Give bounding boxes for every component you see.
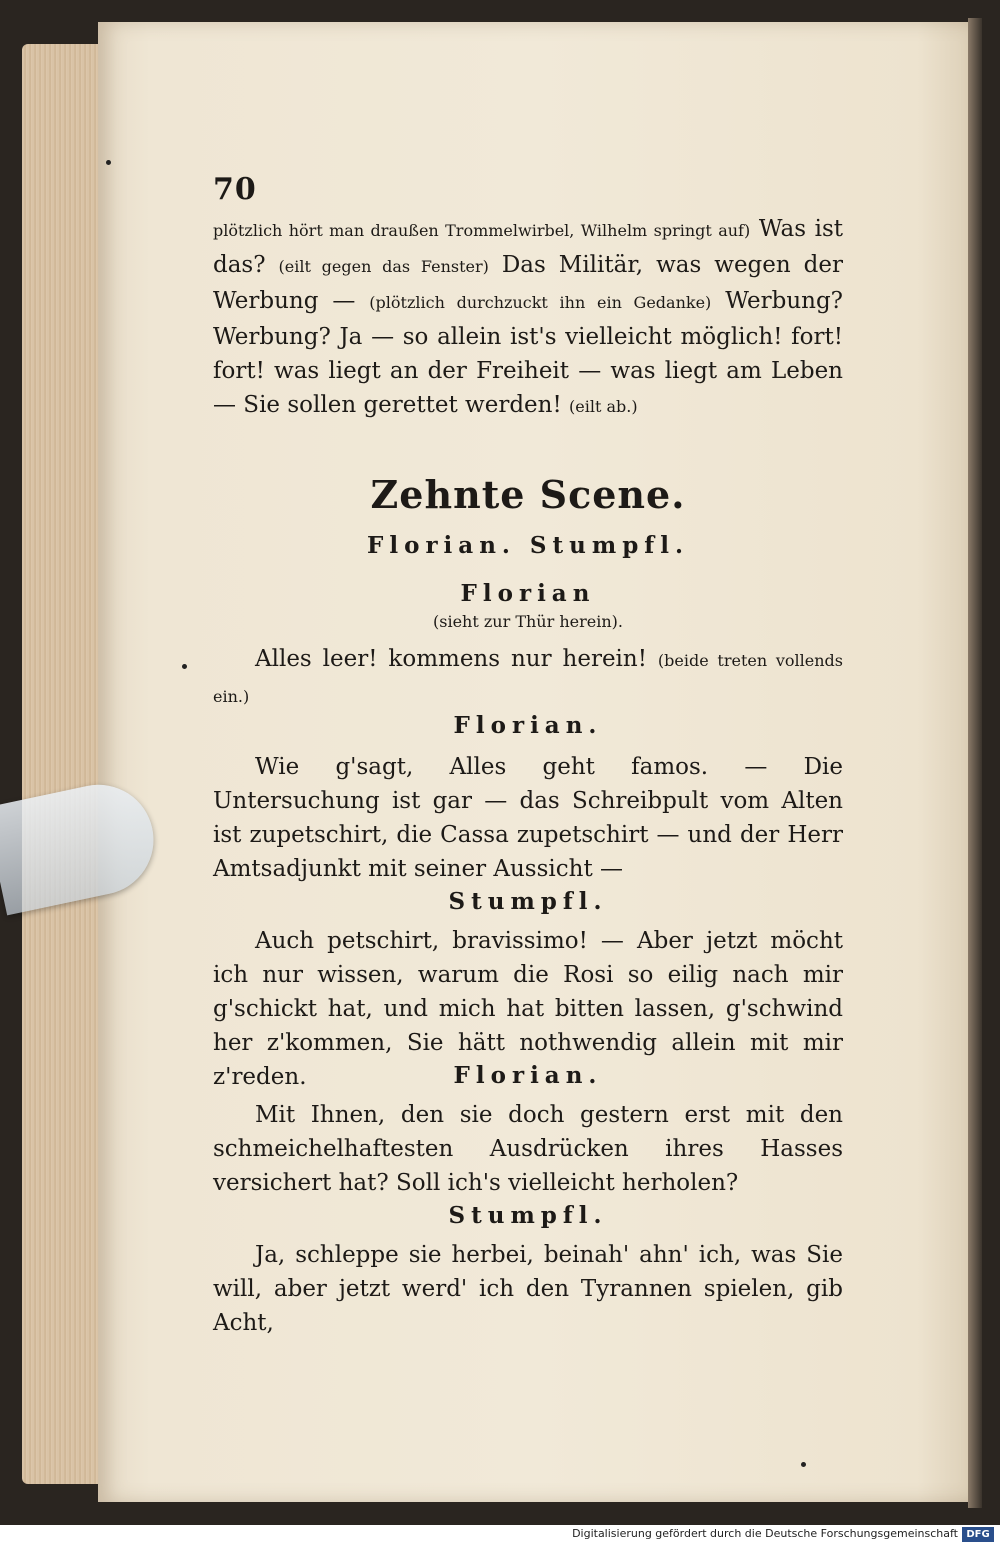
speck-mark xyxy=(106,160,111,165)
page-number: 70 xyxy=(213,172,257,207)
dialogue-text: Werbung? Werbung? Ja — so allein ist's vielleicht möglich! fort! fort! was liegt an der Freiheit — was liegt am Leben — Sie sollen gerettet werden! xyxy=(213,288,844,418)
speech-block xyxy=(213,750,843,886)
speaker-name: Florian xyxy=(460,580,596,607)
stage-direction: (eilt gegen das Fenster) xyxy=(278,257,489,276)
footer-credit: Digitalisierung gefördert durch die Deutsche Forschungsgemeinschaft xyxy=(572,1527,958,1540)
speech-block xyxy=(213,642,843,714)
page-edges xyxy=(22,44,102,1484)
dialogue-text: Was ist das? xyxy=(213,216,844,278)
stage-direction: plötzlich hört man draußen Trommelwirbel, Wilhelm springt auf) xyxy=(213,221,751,240)
book-spine xyxy=(968,18,982,1508)
speech-block xyxy=(213,1098,843,1200)
speck-mark xyxy=(801,1462,806,1467)
stage-direction: (plötzlich durchzuckt ihn ein Gedanke) xyxy=(369,293,712,312)
dialogue-text: Auch petschirt, bravissimo! — Aber jetzt möcht ich nur wissen, warum die Rosi so eilig nach mir g'schickt hat, und mich hat bitten lassen, g'schwind her z'kommen, Sie hätt nothwendig allein mit mir z'reden. xyxy=(213,928,843,1090)
speaker-name: Stumpfl. xyxy=(448,888,608,915)
book-page xyxy=(98,22,970,1502)
stage-direction: (eilt ab.) xyxy=(569,397,638,416)
speaker-name: Florian. xyxy=(453,712,603,739)
dialogue-text: Mit Ihnen, den sie doch gestern erst mit den schmeichelhaftesten Ausdrücken ihres Hasses versichert hat? Soll ich's vielleicht herholen? xyxy=(213,1102,843,1196)
character-list: Florian. Stumpfl. xyxy=(367,532,689,559)
dialogue-text: Wie g'sagt, Alles geht famos. — Die Untersuchung ist gar — das Schreibpult vom Alten ist zupetschirt, die Cassa zupetschirt — und der Herr Amtsadjunkt mit seiner Aussicht — xyxy=(213,754,843,882)
speaker-name: Florian. xyxy=(453,1062,603,1089)
opening-text xyxy=(213,212,843,424)
footer-bar xyxy=(0,1525,1000,1545)
stage-direction: (sieht zur Thür herein). xyxy=(433,612,623,631)
speaker-name: Stumpfl. xyxy=(448,1202,608,1229)
speck-mark xyxy=(182,664,187,669)
stage-direction: (beide treten vollends ein.) xyxy=(213,651,843,706)
speech-block xyxy=(213,1238,843,1340)
scene-title: Zehnte Scene. xyxy=(370,472,686,517)
dfg-logo-icon: DFG xyxy=(962,1527,994,1542)
dialogue-text: Alles leer! kommens nur herein! xyxy=(255,646,647,672)
dialogue-text: Ja, schleppe sie herbei, beinah' ahn' ich, was Sie will, aber jetzt werd' ich den Tyrannen spielen, gib Acht, xyxy=(213,1242,843,1336)
dialogue-text: Das Militär, was wegen der Werbung — xyxy=(213,252,843,314)
